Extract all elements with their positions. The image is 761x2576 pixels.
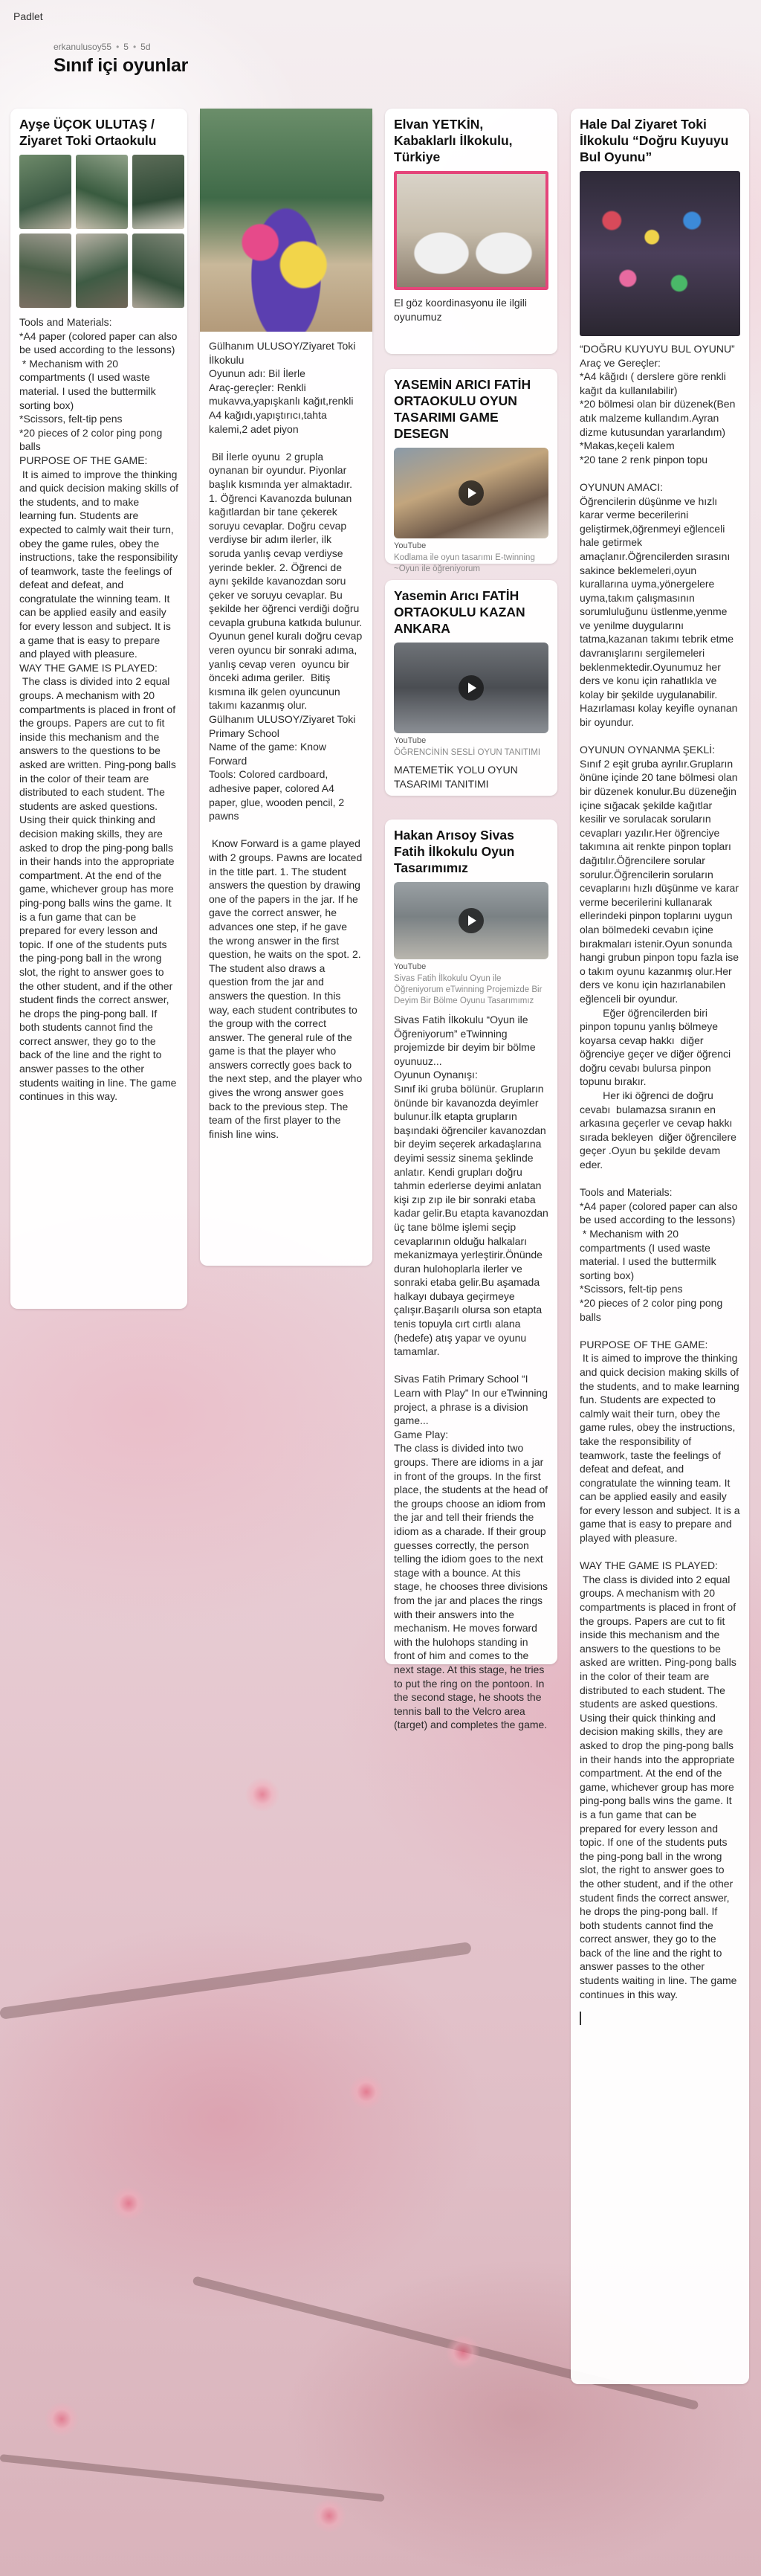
post-card-gulhanim[interactable]: [200, 109, 372, 1266]
post-card-yasemin-kazan[interactable]: [385, 580, 557, 796]
text-cursor: [580, 2012, 581, 2025]
post-title: Hale Dal Ziyaret Toki İlkokulu “Doğru Kuyuyu Bul Oyunu”: [580, 117, 729, 164]
post-card-elvan[interactable]: [385, 109, 557, 354]
post-age: 5d: [140, 42, 151, 52]
board-header: [54, 42, 188, 77]
video-thumbnail[interactable]: [394, 882, 548, 959]
post-title: Hakan Arısoy Sivas Fatih İlkokulu Oyun Tasarımımız: [394, 828, 515, 875]
page-title: Sınıf içi oyunlar: [54, 55, 189, 76]
meta-separator: •: [132, 42, 137, 52]
youtube-label: YouTube: [394, 962, 427, 971]
play-icon[interactable]: [459, 480, 484, 506]
gallery-photo[interactable]: [76, 234, 128, 308]
gallery-photo[interactable]: [19, 155, 71, 229]
board-meta: [54, 42, 188, 52]
post-body: Sivas Fatih İlkokulu “Oyun ile Öğreniyorum” eTwinning projemizde bir deyim bir bölme oyunuuz... Oyunun Oynanışı: Sınıf iki gruba bölünür. Grupların önünde bir kavanozda deyimler bulunur.İlk etapta grupların başındaki öğrenciler kavanozdan bir deyim seçerek arkadaşlarına deyimi sessiz sinema şeklinde anlatır. Kendi grupları doğru tahmin ederlerse deyimi anlatan kişi zıp zıp ile bir sonraki etaba kadar gelir.Bu etapta kavanozdan üç tane bölme işlemi seçip cevaplarının olduğu halkaları mekanizmaya yerleştirir.Önünde duran hulohoplarla ilerler ve sonraki etaba gelir.Bu aşamada halkayı dubaya geçirmeye çalışır.Başarılı olursa son etapta tenis topuyla cırt cırtlı alana (hedefe) atış yapar ve oyunu tamamlar. Sivas Fatih Primary School “I Learn with Play” In our eTwinning project, a phrase is a division game... Game Play: The class is divided into two groups. There are idioms in a jar in front of the groups. In the first place, the students at the head of the groups choose an idiom from the jar and tell their friends the idiom as a charade. If their group guesses correctly, the person telling the idiom goes to the next stage with a bounce. At this stage, he chooses three divisions from the jar and places the rings with their answers into the mechanism. He moves forward with the hulohops standing in front of him and comes to the next stage. At this stage, he tries to put the ring on the pontoon. In the second stage, he shoots the tennis ball to the Velcro area (target) and completes the game.: [394, 1014, 548, 1731]
background-blossom: [312, 2499, 346, 2533]
post-body: El göz koordinasyonu ile ilgili oyunumuz: [394, 297, 530, 323]
youtube-label: YouTube: [394, 736, 427, 745]
video-thumbnail[interactable]: [394, 643, 548, 733]
gallery-photo[interactable]: [132, 234, 184, 308]
post-photo[interactable]: [200, 109, 372, 332]
post-title: Ayşe ÜÇOK ULUTAŞ / Ziyaret Toki Ortaokulu: [19, 117, 157, 148]
video-caption: ÖĞRENCİNİN SESLİ OYUN TANITIMI: [394, 748, 541, 757]
video-caption: Kodlama ile oyun tasarımı E-twinning ~Oyun ile öğreniyorum: [394, 553, 535, 573]
post-card-ayse[interactable]: [10, 109, 187, 1309]
post-body: “DOĞRU KUYUYU BUL OYUNU” Araç ve Gereçler: *A4 kâğıdı ( derslere göre renkli kağıt da kullanılabilir) *20 bölmesi olan bir düzenek(Ben atık malzeme kullandım.Ayran dizme kutusundan yararlandım) *Makas,keçeli kalem *20 tane 2 renk pinpon topu OYUNUN AMACI: Öğrencilerin düşünme ve hızlı karar verme becerilerini geliştirmek,öğrenmeyi eğlenceli hale getirmek amaçlanır.Öğrencilerden sırasını sakince beklemeleri,oyun kurallarına uyma,yönergelere uyma,takım çalışmasının sorumluluğunu üstlenme,yenme ve yenilme duygularını tatma,kazanan takımı tebrik etme davranışlarını sergilemeleri beklenmektedir.Oyunumuz her ders ve konu için rahatlıkla ve kolay bir şekilde uygulanabilir. Hazırlaması kolay keyifle oynanan bir oyundur. OYUNUN OYNANMA ŞEKLİ: Sınıf 2 eşit gruba ayrılır.Grupların önüne içinde 20 tane bölmesi olan bir düzenek konulur.Bu düzeneğin içine sığacak şekilde kağıtlar kesilir ve sorulacak soruların cevapları yazılır.Her öğrenciye takımına ait renkte pinpon topları dağıtılır.Öğrencilere sorular sorulur.Öğrencilerin soruların cevaplarını hızlı düşünme ve karar verme becerilerini kullanarak ellerindeki pinpon toplarını uygun olan bölmedeki cevabın içine bırakmaları istenir.Oyun sonunda hangi grubun pinpon topu fazla ise o takım oyunu kazanmış olur.Her ders ve konu için hazırlanabilen eğlenceli bir oyundur. Eğer öğrencilerden biri pinpon topunu yanlış bölmeye koyarsa cevap hakkı diğer öğrenciye geçer ve diğer öğrenci doğru cevabı bulursa pinpon topunu bırakır. Her iki öğrenci de doğru cevabı bulamazsa sıranın en arkasına geçerler ve cevap hakkı sırada bekleyen diğer öğrencilere geçer .Oyun bu şekilde devam eder. Tools and Materials: *A4 paper (colored paper can also be used according to the lessons) * Mechanism with 20 compartments (I used waste material. I used the buttermilk sorting box) *Scissors, felt-tip pens *20 pieces of 2 color ping pong balls PURPOSE OF THE GAME: It is aimed to improve the thinking and quick decision making skills of the students, and to make learning fun. Students are expected to calmly wait their turn, obey the game rules, obey the instructions, take the responsibility of teamwork, taste the feelings of defeat and defeat, and congratulate the winning team. It can be applied easily and easily for every lesson and subject. It is a game that is easy to prepare and played with pleasure. WAY THE GAME IS PLAYED: The class is divided into 2 equal groups. A mechanism with 20 compartments is placed in front of the groups. Papers are cut to fit inside this mechanism and the answers to the questions to be asked are written. Ping-pong balls in the color of their team are distributed to each student. The students are asked questions. Using their quick thinking and decision making skills, they are asked to drop the ping-pong balls in their hands into the appropriate compartment. At the end of the game, whichever group has more ping-pong balls wins the game. It is a fun game that can be prepared for every lesson and topic. If one of the students puts the ping-pong ball in the wrong slot, the right to answer goes to the other student, and if the other student finds the correct answer, he drops the ping-pong ball. If both students cannot find the correct answer, they go to the back of the line and the right to answer passes to the other students waiting in line. The game continues in this way.: [580, 343, 740, 2000]
background-branch: [0, 1942, 472, 2020]
background-blossom: [349, 2075, 383, 2109]
video-thumbnail[interactable]: [394, 448, 548, 538]
post-card-yasemin-design[interactable]: [385, 369, 557, 573]
post-body: Tools and Materials: *A4 paper (colored paper can also be used according to the lessons) * Mechanism with 20 compartments (I used waste material. I used the buttermilk sorting box) *Scissors, felt-tip pens *20 pieces of 2 color ping pong balls PURPOSE OF THE GAME: It is aimed to improve the thinking and quick decision making skills of the students, and to make learning fun. Students are expected to calmly wait their turn, obey the game rules, obey the instructions, take the responsibility of teamwork, taste the feelings of defeat and defeat, and congratulate the winning team. It can be applied easily and easily for every lesson and subject. It is a game that is easy to prepare and played with pleasure. WAY THE GAME IS PLAYED: The class is divided into 2 equal groups. A mechanism with 20 compartments is placed in front of the groups. Papers are cut to fit inside this mechanism and the answers to the questions to be asked are written. Ping-pong balls in the color of their team are distributed to each student. The students are asked questions. Using their quick thinking and decision making skills, they are asked to drop the ping-pong balls in their hands into the appropriate compartment. At the end of the game, whichever group has more ping-pong balls wins the game. It is a fun game that can be prepared for every lesson and topic. If one of the students puts the ping-pong ball in the wrong slot, the right to answer goes to the other student, and if the other student finds the correct answer, he drops the ping-pong ball. If both students cannot find the correct answer, they go to the back of the line and the right to answer passes to the other students waiting in line. The game continues in this way.: [19, 316, 178, 1103]
post-card-hakan[interactable]: [385, 820, 557, 1731]
post-body: MATEMETİK YOLU OYUN TASARIMI TANITIMI: [394, 764, 521, 790]
gallery-photo[interactable]: [19, 234, 71, 308]
background-blossom: [45, 2402, 79, 2436]
post-photo[interactable]: [394, 171, 548, 290]
background-blossom: [245, 1777, 279, 1812]
post-title: Elvan YETKİN, Kabaklarlı İlkokulu, Türkiye: [394, 117, 513, 164]
author-name[interactable]: erkanulusoy55: [54, 42, 112, 52]
gallery-photo[interactable]: [76, 155, 128, 229]
youtube-label: YouTube: [394, 541, 427, 550]
gallery-photo[interactable]: [132, 155, 184, 229]
like-count: 5: [123, 42, 129, 52]
background-branch: [0, 2454, 385, 2502]
padlet-logo[interactable]: Padlet: [13, 10, 43, 22]
video-caption: Sivas Fatih İlkokulu Oyun ile Öğreniyorum eTwinning Projemizde Bir Deyim Bir Bölme Oyunu Tasarımımız: [394, 974, 543, 1005]
play-icon[interactable]: [459, 675, 484, 701]
post-card-hale[interactable]: [571, 109, 749, 2384]
meta-separator: •: [116, 42, 120, 52]
photo-gallery[interactable]: [19, 155, 178, 308]
play-icon[interactable]: [459, 908, 484, 933]
post-body: Gülhanım ULUSOY/Ziyaret Toki İlkokulu Oyunun adı: Bil İlerle Araç-gereçler: Renkli mukavva,yapışkanlı kağıt,renkli A4 kağıdı,yapıştırıcı,tahta kalemi,2 adet piyon Bil İlerle oyunu 2 grupla oynanan bir oyundur. Piyonlar başlık kısmında yer almaktadır. 1. Öğrenci Kavanozda bulunan kağıtlardan bir tane çekerek soruyu cevaplar. Doğru cevap verdiyse bir adım ilerler, ilk soruda yanlış cevap verdiyse yerinde bekler. 2. Öğrenci de aynı şekilde kavanozdan soru çeker ve soruyu cevaplar. Bu şekilde her öğrenci verdiği doğru cevapla grubuna katkıda bulunur. Oyunun genel kuralı doğru cevap veren oyuncu bir sonraki adıma, yanlış cevap veren oyuncu bir önceki adıma geriler. Bitiş kısmına ilk gelen oyuncunun takımı kazanmış olur. Gülhanım ULUSOY/Ziyaret Toki Primary School Name of the game: Know Forward Tools: Colored cardboard, adhesive paper, colored A4 paper, glue, wooden pencil, 2 pawns Know Forward is a game played with 2 groups. Pawns are located in the title part. 1. The student answers the question by drawing one of the papers in the jar. If he gave the correct answer, he advances one step, if he gave the wrong answer in the first question, he waits on the spot. 2. The student also draws a question from the jar and answers the question. In this way, each student contributes to the group with the correct answer. The general rule of the game is that the player who answers correctly goes back to the next step, and the player who gives the wrong answer goes back to the previous step. The team of the first player to the finish line wins.: [209, 340, 363, 1140]
post-title: YASEMİN ARICI FATİH ORTAOKULU OYUN TASARIMI GAME DESEGN: [394, 377, 531, 441]
background-blossom: [446, 2335, 480, 2369]
post-title: Yasemin Arıcı FATİH ORTAOKULU KAZAN ANKARA: [394, 588, 525, 636]
background-blossom: [111, 2186, 146, 2221]
post-photo[interactable]: [580, 171, 740, 336]
